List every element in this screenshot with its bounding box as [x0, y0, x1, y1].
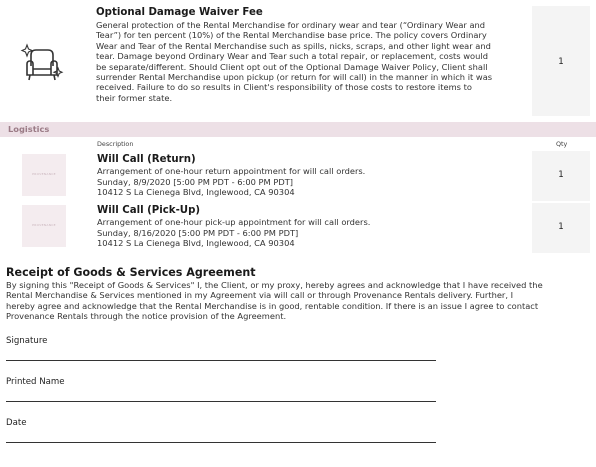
waiver-qty-cell [532, 6, 590, 116]
agreement-body-line: Rental Merchandise & Services mentioned in my Agreement via will call or through Provenance Rentals delivery. Further, I [6, 290, 514, 301]
logistics-item-line: Arrangement of one-hour pick-up appointment for will call orders. [97, 217, 371, 227]
logistics-item-text [97, 153, 527, 198]
waiver-desc-line: Tear”) for ten percent (10%) of the Rental Merchandise base price. The policy covers Ordinary [96, 30, 487, 41]
logistics-item-will-call-pickup [0, 204, 596, 254]
agreement-body-line: hereby agree and acknowledge that the Rental Merchandise is in good, rentable condition. If there is an issue I agree to contact [6, 300, 539, 311]
waiver-desc-line: received. Failure to do so results in Client's responsibility of those costs to restore items to [96, 82, 472, 93]
printed-name-label: Printed Name [6, 377, 65, 387]
signature-line[interactable] [6, 360, 436, 361]
thumbnail-logo-text: PROVENANCE [32, 223, 56, 227]
printed-name-line[interactable] [6, 401, 436, 402]
thumbnail-logo-text: PROVENANCE [32, 172, 56, 176]
logistics-section-title: Logistics [8, 124, 50, 134]
qty-column-header: Qty [556, 140, 568, 148]
logistics-item-will-call-return [0, 153, 596, 203]
logistics-item-qty-cell [532, 203, 590, 253]
logistics-item-line: Sunday, 8/16/2020 [5:00 PM PDT - 6:00 PM PDT] [97, 227, 299, 238]
waiver-desc-line: surrender Rental Merchandise upon pickup (or return for will call) in the manner in which it was [96, 72, 493, 83]
logistics-item-title: Will Call (Return) [97, 154, 196, 165]
logistics-item-text [97, 204, 527, 249]
logistics-item-line: 10412 S La Cienega Blvd, Inglewood, CA 90304 [97, 238, 295, 249]
logistics-item-qty-cell [532, 151, 590, 201]
receipt-agreement [6, 266, 592, 322]
logistics-section-header [0, 122, 596, 137]
agreement-body-line: By signing this "Receipt of Goods & Services" I, the Client, or my proxy, hereby agrees and acknowledge that I have received the [6, 280, 543, 290]
logistics-item-line: 10412 S La Cienega Blvd, Inglewood, CA 90304 [97, 187, 295, 198]
armchair-sparkle-icon [20, 42, 66, 86]
product-thumbnail [22, 205, 66, 247]
waiver-title: Optional Damage Waiver Fee [96, 7, 263, 18]
product-thumbnail [22, 154, 66, 196]
logistics-item-line: Arrangement of one-hour return appointment for will call orders. [97, 166, 366, 176]
waiver-qty: 1 [558, 57, 564, 67]
waiver-desc-line: their former state. [96, 92, 173, 103]
waiver-icon-cell [0, 6, 90, 118]
agreement-title: Receipt of Goods & Services Agreement [6, 266, 256, 279]
date-label: Date [6, 418, 27, 428]
description-column-header: Description [97, 140, 134, 148]
waiver-description [96, 20, 532, 103]
damage-waiver-row [0, 6, 596, 118]
waiver-desc-line: General protection of the Rental Merchandise for ordinary wear and tear (“Ordinary Wear and [96, 20, 486, 30]
logistics-item-line: Sunday, 8/9/2020 [5:00 PM PDT - 6:00 PM PDT] [97, 176, 294, 187]
waiver-desc-line: Wear and Tear of the Rental Merchandise such as spills, nicks, scraps, and other light wear and [96, 40, 491, 51]
signature-label: Signature [6, 336, 48, 346]
date-line[interactable] [6, 442, 436, 443]
waiver-desc-line: tear. Damage beyond Ordinary Wear and Tear such a total repair, or replacement, costs would [96, 51, 488, 62]
waiver-desc-line: be separate/different. Should Client opt out of the Optional Damage Waiver Policy, Client shall [96, 61, 488, 72]
logistics-item-qty: 1 [558, 222, 564, 232]
agreement-body-line: Provenance Rentals through the notice provision of the Agreement. [6, 311, 287, 322]
logistics-item-title: Will Call (Pick-Up) [97, 205, 201, 216]
waiver-text-cell [96, 6, 532, 103]
logistics-item-qty: 1 [558, 170, 564, 180]
